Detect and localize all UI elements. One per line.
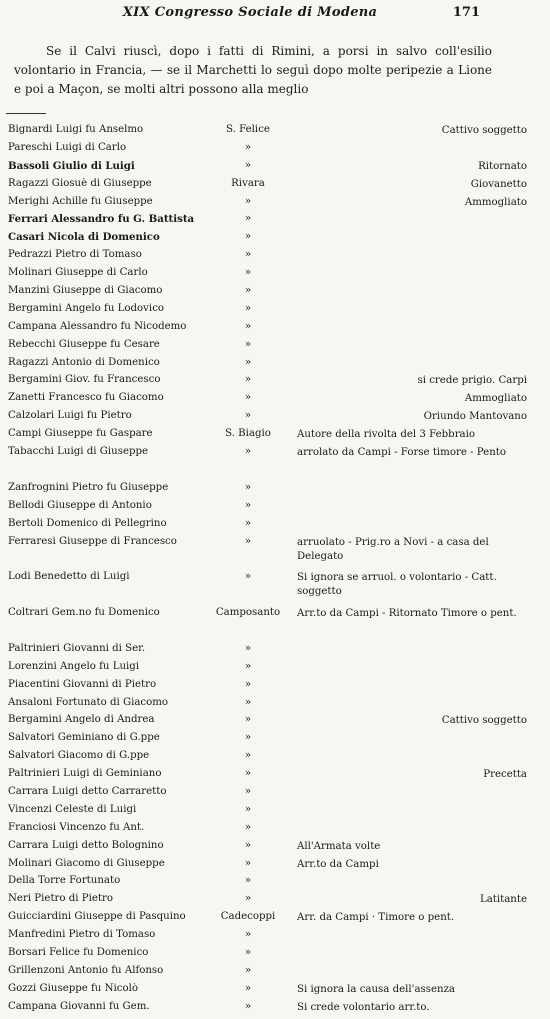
person-name: Casari Nicola di Domenico xyxy=(8,231,160,244)
place-name: » xyxy=(244,696,252,708)
register-row xyxy=(8,428,518,446)
place-name: » xyxy=(244,947,252,959)
person-name: Calzolari Luigi fu Pietro xyxy=(8,410,132,422)
place-name: » xyxy=(244,392,252,404)
person-name: Lorenzini Angelo fu Luigi xyxy=(8,660,140,672)
person-name: Merighi Achille fu Giuseppe xyxy=(8,195,153,207)
person-name: Bertoli Domenico di Pellegrino xyxy=(8,517,167,529)
register-row xyxy=(8,965,518,983)
remark: Si ignora se arruol. o volontario - Catt. soggetto xyxy=(297,572,497,598)
page-title: XIX Congresso Sociale di Modena xyxy=(122,5,378,20)
remark: Si crede volontario arr.to. xyxy=(297,1001,430,1013)
place-name: » xyxy=(244,517,252,529)
page-number: 171 xyxy=(452,5,480,20)
place-name: Camposanto xyxy=(215,607,281,619)
place-name: » xyxy=(244,356,252,368)
person-name: Grillenzoni Antonio fu Alfonso xyxy=(8,964,164,976)
place-name: » xyxy=(244,821,252,833)
person-name: Della Torre Fortunato xyxy=(8,875,121,887)
running-header xyxy=(0,5,550,25)
person-name: Piacentini Giovanni di Pietro xyxy=(8,678,157,690)
person-name: Borsari Felice fu Domenico xyxy=(8,947,149,959)
register-row xyxy=(8,804,518,822)
place-name: Rivara xyxy=(231,177,265,189)
register-row xyxy=(8,249,518,267)
register-row xyxy=(8,840,518,858)
register-row xyxy=(8,285,518,303)
person-name: Ferrari Alessandro fu G. Battista xyxy=(8,213,195,226)
place-name: » xyxy=(244,964,252,976)
remark: Ammogliato xyxy=(464,393,527,405)
place-name: » xyxy=(244,338,252,350)
name-register xyxy=(8,124,527,1019)
register-row xyxy=(8,822,518,840)
remark: Ammogliato xyxy=(464,196,527,208)
register-row xyxy=(8,357,518,375)
register-row xyxy=(8,159,527,178)
register-row xyxy=(8,875,518,893)
place-name: » xyxy=(244,159,252,171)
register-row xyxy=(8,231,518,249)
person-name: Ragazzi Antonio di Domenico xyxy=(8,356,160,368)
register-row xyxy=(8,732,518,750)
register-row xyxy=(8,213,518,231)
person-name: Bergamini Giov. fu Francesco xyxy=(8,374,161,386)
place-name: » xyxy=(244,571,252,583)
person-name: Coltrari Gem.no fu Domenico xyxy=(8,607,160,619)
person-name: Bergamini Angelo fu Lodovico xyxy=(8,302,165,314)
place-name: » xyxy=(244,660,252,672)
person-name: Campana Giovanni fu Gem. xyxy=(8,1000,150,1012)
remark: Cattivo soggetto xyxy=(441,715,527,727)
intro-paragraph xyxy=(14,42,492,99)
place-name: » xyxy=(244,499,252,511)
place-name: » xyxy=(244,374,252,386)
register-row xyxy=(8,392,527,410)
person-name: Gozzi Giuseppe fu Nicolò xyxy=(8,982,139,994)
place-name: » xyxy=(244,982,252,994)
remark: Si ignora la causa dell'assenza xyxy=(297,983,456,995)
place-name: S. Felice xyxy=(226,124,270,135)
remark: Oriundo Mantovano xyxy=(423,411,527,423)
register-row xyxy=(8,858,518,876)
place-name: » xyxy=(244,410,252,422)
register-row xyxy=(8,983,518,1001)
person-name: Molinari Giuseppe di Carlo xyxy=(8,267,148,279)
person-name: Paltrinieri Luigi di Geminiano xyxy=(8,768,162,780)
remark: si crede prigio. Carpi xyxy=(417,375,527,387)
place-name: » xyxy=(244,732,252,744)
person-name: Carrara Luigi detto Bolognino xyxy=(8,839,164,851)
register-row xyxy=(8,142,518,160)
place-name: » xyxy=(244,320,252,332)
place-name: » xyxy=(244,786,252,798)
place-name: » xyxy=(244,481,252,493)
register-row xyxy=(8,929,518,947)
person-name: Pareschi Luigi di Carlo xyxy=(8,141,127,153)
section-divider xyxy=(6,113,46,114)
place-name: » xyxy=(244,231,252,243)
remark: arruolato - Prig.ro a Novi - a casa del Delegato xyxy=(297,536,489,562)
register-row xyxy=(8,374,527,392)
register-row xyxy=(8,607,518,643)
place-name: » xyxy=(244,267,252,279)
register-row xyxy=(8,661,518,679)
register-row xyxy=(8,786,518,804)
register-row xyxy=(8,303,518,321)
register-row xyxy=(8,482,518,500)
person-name: Lodi Benedetto di Luigi xyxy=(8,571,130,583)
remark: Giovanetto xyxy=(470,178,527,190)
place-name: S. Biagio xyxy=(225,428,271,440)
place-name: » xyxy=(244,302,252,314)
person-name: Manfredini Pietro di Tomaso xyxy=(8,929,156,941)
register-row xyxy=(8,536,518,572)
place-name: » xyxy=(244,750,252,762)
place-name: » xyxy=(244,875,252,887)
register-row xyxy=(8,768,527,786)
person-name: Zanfrognini Pietro fu Giuseppe xyxy=(8,481,169,493)
person-name: Bignardi Luigi fu Anselmo xyxy=(8,124,144,135)
person-name: Zanetti Francesco fu Giacomo xyxy=(8,392,164,404)
person-name: Molinari Giacomo di Giuseppe xyxy=(8,857,165,869)
place-name: » xyxy=(244,285,252,297)
register-row xyxy=(8,500,518,518)
remark: All'Armata volte xyxy=(297,840,381,852)
remark: Arr.to da Campi - Ritornato Timore o pent. xyxy=(297,608,517,620)
register-row xyxy=(8,679,518,697)
person-name: Neri Pietro di Pietro xyxy=(8,893,114,905)
place-name: » xyxy=(244,857,252,869)
place-name: » xyxy=(244,642,252,654)
person-name: Bellodi Giuseppe di Antonio xyxy=(8,499,152,511)
person-name: Bassoli Giulio di Luigi xyxy=(8,159,135,172)
intro-text: Se il Calvi riuscì, dopo i fatti di Rimini, a porsi in salvo coll'esilio volontario in Francia, — se il Marchetti lo seguì dopo molte peripezie a Lione e poi a Maçon, se molti altri possono alla meglio xyxy=(14,44,492,96)
register-row xyxy=(8,410,527,428)
place-name: » xyxy=(244,839,252,851)
person-name: Guicciardini Giuseppe di Pasquino xyxy=(8,911,186,923)
register-row xyxy=(8,518,518,536)
person-name: Franciosi Vincenzo fu Ant. xyxy=(8,821,145,833)
place-name: » xyxy=(244,249,252,261)
place-name: » xyxy=(244,678,252,690)
person-name: Salvatori Giacomo di G.ppe xyxy=(8,750,150,762)
person-name: Ansaloni Fortunato di Giacomo xyxy=(8,696,169,708)
person-name: Carrara Luigi detto Carraretto xyxy=(8,786,167,798)
place-name: » xyxy=(244,195,252,207)
person-name: Ragazzi Giosuè di Giuseppe xyxy=(8,177,152,189)
person-name: Bergamini Angelo di Andrea xyxy=(8,714,155,726)
place-name: » xyxy=(244,893,252,905)
remark: Precetta xyxy=(483,769,527,781)
place-name: » xyxy=(244,1000,252,1012)
register-row xyxy=(8,911,518,929)
register-row xyxy=(8,750,518,768)
person-name: Vincenzi Celeste di Luigi xyxy=(8,803,137,815)
person-name: Ferraresi Giuseppe di Francesco xyxy=(8,535,177,547)
remark: Cattivo soggetto xyxy=(441,125,527,136)
place-name: » xyxy=(244,446,252,458)
person-name: Paltrinieri Giovanni di Ser. xyxy=(8,642,146,654)
person-name: Manzini Giuseppe di Giacomo xyxy=(8,285,163,297)
person-name: Pedrazzi Pietro di Tomaso xyxy=(8,249,142,261)
register-row xyxy=(8,714,527,732)
register-row xyxy=(8,697,518,715)
register-row xyxy=(8,267,518,285)
remark: Ritornato xyxy=(478,160,527,172)
place-name: » xyxy=(244,929,252,941)
register-row xyxy=(8,893,527,911)
place-name: » xyxy=(244,768,252,780)
place-name: » xyxy=(244,714,252,726)
register-row xyxy=(8,339,518,357)
place-name: » xyxy=(244,213,252,225)
place-name: » xyxy=(244,803,252,815)
person-name: Campana Alessandro fu Nicodemo xyxy=(8,320,187,332)
person-name: Salvatori Geminiano di G.ppe xyxy=(8,732,160,744)
place-name: Cadecoppi xyxy=(220,911,276,923)
register-row xyxy=(8,321,518,339)
register-row xyxy=(8,177,527,196)
register-row xyxy=(8,643,518,661)
person-name: Campi Giuseppe fu Gaspare xyxy=(8,428,153,440)
remark: Arr. da Campi · Timore o pent. xyxy=(297,912,455,924)
person-name: Rebecchi Giuseppe fu Cesare xyxy=(8,338,160,350)
place-name: » xyxy=(244,141,252,153)
register-row xyxy=(8,947,518,965)
register-row xyxy=(8,195,527,214)
register-row xyxy=(8,124,527,142)
remark: Autore della rivolta del 3 Febbraio xyxy=(297,429,476,441)
register-row xyxy=(8,571,518,607)
register-row xyxy=(8,446,518,482)
place-name: » xyxy=(244,535,252,547)
remark: Arr.to da Campi xyxy=(297,858,379,870)
remark: Latitante xyxy=(479,894,527,906)
remark: arrolato da Campi - Forse timore - Pento xyxy=(297,447,506,459)
person-name: Tabacchi Luigi di Giuseppe xyxy=(8,446,149,458)
register-row xyxy=(8,1001,518,1019)
